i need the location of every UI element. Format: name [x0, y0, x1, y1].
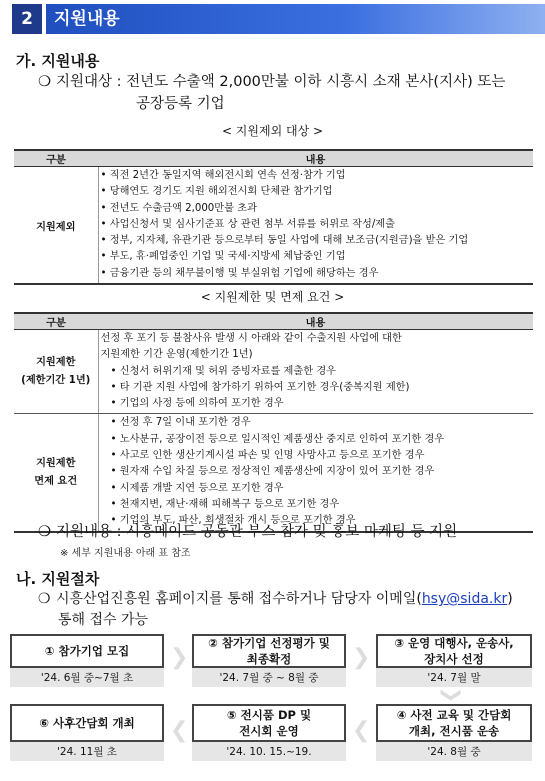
exclusion-caption: < 지원제외 대상 > — [221, 124, 324, 138]
support-target-cont: 공장등록 기업 — [136, 96, 225, 112]
apply-line — [38, 589, 513, 609]
chevron-right-icon: ❯ — [170, 645, 189, 670]
exclusion-item: • 전년도 수출금액 2,000만불 초과 — [100, 202, 257, 214]
step-2-date: '24. 7월 중 ~ 8월 중 — [192, 668, 346, 687]
exclusion-item: • 사업신청서 및 심사기준표 상 관련 첨부 서류를 허위로 작성/제출 — [100, 218, 395, 230]
step-6-title — [10, 704, 164, 742]
exemption-item: • 사고로 인한 생산기계시설 파손 및 인명 사망사고 등으로 포기한 경우 — [110, 450, 425, 462]
col-header-category: 구분 — [14, 313, 98, 330]
step-1-date: '24. 6월 중~7월 초 — [10, 668, 164, 687]
exemption-item: • 원자재 수입 차질 등으로 정상적인 제품생산에 지장이 있어 포기한 경우 — [110, 466, 435, 478]
exemption-item: • 기업의 부도, 파산, 회생절차 개시 등으로 포기한 경우 — [110, 515, 356, 527]
step-3-date: '24. 7월 말 — [376, 668, 532, 687]
restriction-item: • 타 기관 지원 사업에 참가하기 위하여 포기한 경우(중복지원 제한) — [110, 381, 410, 393]
ring-bullet-icon: ❍ — [38, 74, 51, 90]
exemption-item: • 천재지변, 재난·재해 피해복구 등으로 포기한 경우 — [110, 498, 340, 510]
step-3-title-line1: ③ 운영 대행사, 운송사, — [394, 636, 514, 650]
step-5-title — [192, 704, 346, 742]
ring-bullet-icon: ❍ — [38, 524, 51, 540]
exclusion-item: • 직전 2년간 동일지역 해외전시회 연속 선정·참가 기업 — [100, 170, 346, 181]
contact-email-link[interactable]: hsy@sida.kr — [421, 591, 508, 607]
exclusion-items — [98, 167, 533, 285]
exclusion-item: • 부도, 휴·폐업중인 기업 및 국세·지방세 체납중인 기업 — [100, 251, 346, 263]
chevron-left-icon: ❮ — [352, 718, 371, 743]
section-title: 지원내용 — [46, 4, 545, 34]
step-2-title-line1: ② 참가기업 선정평가 및 — [208, 636, 330, 650]
support-content-line — [38, 522, 457, 542]
support-content-note: ※ 세부 지원내용 아래 표 참조 — [60, 548, 191, 559]
restriction-caption: < 지원제한 및 면제 요건 > — [200, 290, 345, 304]
exclusion-item: • 정부, 지자체, 유관기관 등으로부터 동일 사업에 대해 보조금(지원금)을 받은 기업 — [100, 235, 469, 247]
row-label-exemption — [14, 414, 98, 532]
exemption-item: • 노사분규, 공장이전 등으로 일시적인 제품생산 중지로 인하여 포기한 경우 — [110, 433, 445, 445]
restriction-item: • 기업의 사정 등에 의하여 포기한 경우 — [110, 398, 284, 410]
exemption-item: • 시제품 개발 지연 등으로 포기한 경우 — [110, 482, 284, 494]
support-target-line — [38, 72, 505, 92]
step-6-date: '24. 11월 초 — [10, 742, 164, 761]
heading-na: 나. 지원절차 — [16, 570, 100, 588]
restriction-label-line2: (제한기간 1년) — [21, 374, 91, 386]
col-header-content: 내용 — [98, 313, 533, 330]
chevron-right-icon: ❯ — [352, 645, 371, 670]
step-4-title — [376, 704, 532, 742]
step-5-date: '24. 10. 15.~19. — [192, 742, 346, 761]
row-label-restriction — [14, 330, 98, 414]
exclusion-table — [14, 149, 533, 285]
restriction-table — [14, 312, 533, 533]
support-content-text: 지원내용 : 시흥메이드 공동관 부스 참가 및 홍보 마케팅 등 지원 — [56, 524, 458, 540]
exclusion-item: • 당해연도 경기도 지원 해외전시회 단체관 참가기업 — [100, 186, 333, 198]
step-6-title-text: ⑥ 사후간담회 개최 — [39, 716, 135, 730]
step-4-title-line2: 개최, 전시품 운송 — [408, 724, 500, 738]
restriction-label-line1: 지원제한 — [36, 356, 76, 368]
restriction-intro: 선정 후 포기 등 불참사유 발생 시 아래와 같이 수출지원 사업에 대한 — [100, 333, 402, 344]
step-4-title-line1: ④ 사전 교육 및 간담회 — [396, 708, 512, 722]
section-header — [0, 4, 545, 34]
support-target-text: 지원대상 : 전년도 수출액 2,000만불 이하 시흥시 소재 본사(지사) 또는 — [56, 74, 506, 90]
col-header-category: 구분 — [14, 150, 98, 167]
exemption-items — [98, 414, 533, 532]
heading-ga: 가. 지원내용 — [16, 52, 100, 70]
row-label-exclusion: 지원제외 — [14, 167, 98, 285]
step-3-title — [376, 634, 532, 668]
step-1-title — [10, 634, 164, 668]
restriction-item: • 신청서 허위기재 및 허위 증빙자료를 제출한 경우 — [110, 365, 336, 377]
step-5-title-line1: ⑤ 전시품 DP 및 — [226, 708, 312, 722]
section-number: 2 — [12, 4, 42, 34]
exemption-label-line1: 지원제한 — [36, 457, 76, 469]
chevron-down-icon: ❯ — [440, 686, 465, 704]
step-3-title-line2: 장치사 선정 — [424, 652, 484, 666]
step-1-title-text: ① 참가기업 모집 — [44, 644, 130, 658]
step-2-title-line2: 최종확정 — [246, 652, 292, 666]
exclusion-item: • 금융기관 등의 채무불이행 및 부실위험 기업에 해당하는 경우 — [100, 267, 379, 279]
exemption-label-line2: 면제 요건 — [34, 475, 78, 487]
step-5-title-line2: 전시회 운영 — [239, 724, 299, 738]
ring-bullet-icon: ❍ — [38, 591, 51, 607]
exemption-item: • 선정 후 7일 이내 포기한 경우 — [110, 417, 251, 429]
restriction-items — [98, 330, 533, 414]
apply-line-cont: 통해 접수 가능 — [58, 612, 149, 628]
step-4-date: '24. 8월 중 — [376, 742, 532, 761]
restriction-intro: 지원제한 기간 운영(제한기간 1년) — [100, 349, 253, 361]
step-2-title — [192, 634, 346, 668]
col-header-content: 내용 — [98, 150, 533, 167]
apply-text-post: ) — [507, 591, 513, 607]
chevron-left-icon: ❮ — [170, 718, 189, 743]
apply-text-pre: 시흥산업진흥원 홈페이지를 통해 접수하거나 담당자 이메일( — [56, 591, 422, 607]
